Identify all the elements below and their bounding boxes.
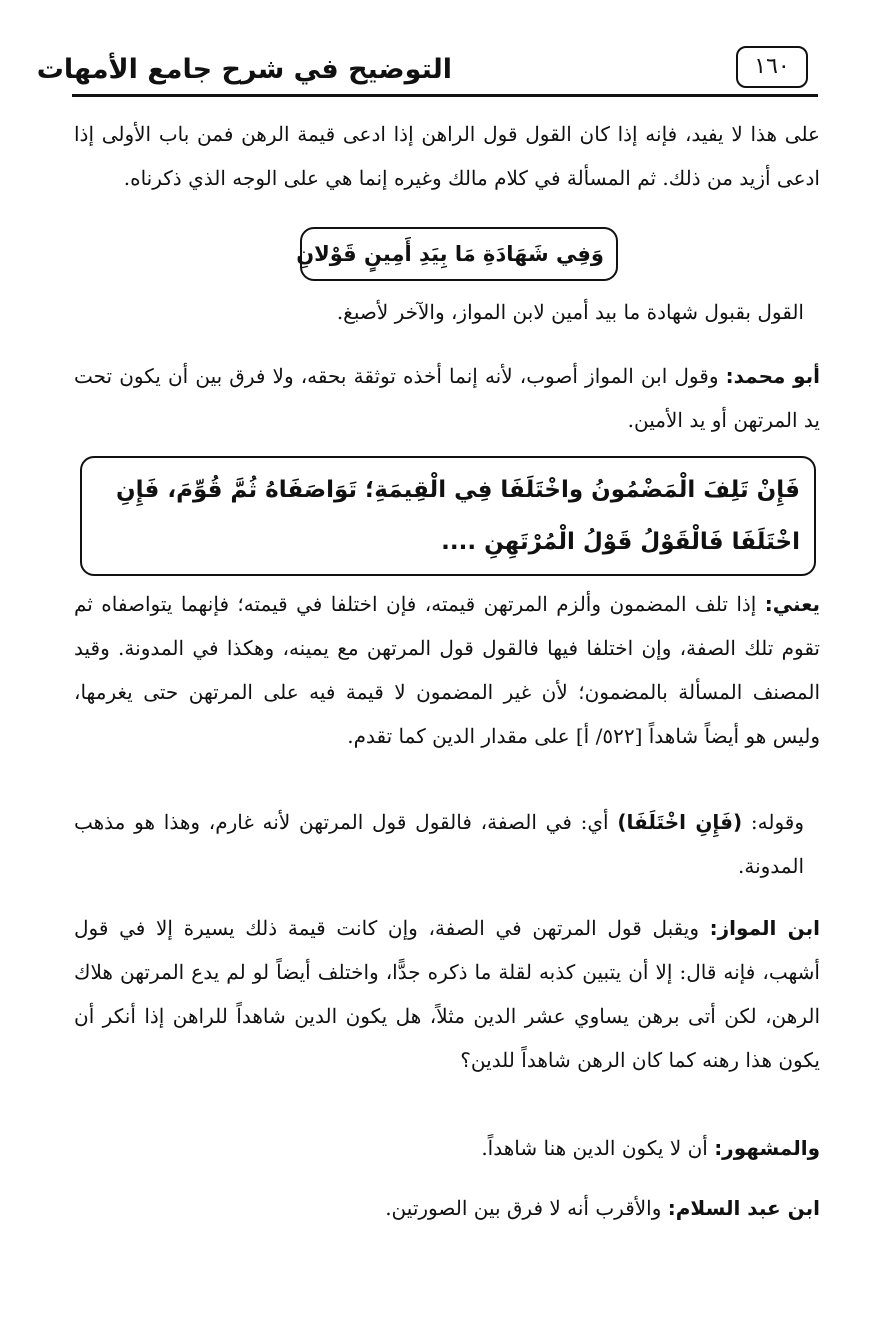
paragraph-7-text: أن لا يكون الدين هنا شاهداً. <box>481 1136 715 1160</box>
paragraph-3 <box>74 354 820 442</box>
paragraph-5 <box>74 800 804 888</box>
speaker-label: أبو محمد: <box>725 364 820 388</box>
speaker-label: والمشهور: <box>714 1136 820 1160</box>
paragraph-1: على هذا لا يفيد، فإنه إذا كان القول قول الراهن إذا ادعى قيمة الرهن فمن باب الأولى إذا ادعى أزيد من ذلك. ثم المسألة في كلام مالك وغيره إنما هي على الوجه الذي ذكرناه. <box>74 122 820 190</box>
paragraph-8 <box>74 1186 820 1230</box>
quoted-text-box-2: فَإِنْ تَلِفَ الْمَضْمُونُ واخْتَلَفَا فِي الْقِيمَةِ؛ تَوَاصَفَاهُ ثُمَّ قُوِّمَ، فَإِنِ اخْتَلَفَا فَالْقَوْلُ قَوْلُ الْمُرْتَهِنِ .... <box>80 456 816 576</box>
paragraph-4 <box>74 582 820 758</box>
paragraph-5-intro: وقوله: <box>742 810 805 834</box>
quoted-text-box-1: وَفِي شَهَادَةِ مَا بِيَدِ أَمِينٍ قَوْلانِ <box>300 227 618 281</box>
paragraph-4-text: إذا تلف المضمون وألزم المرتهن قيمته، فإن اختلفا في قيمته؛ فإنهما يتواصفاه ثم تقوم تلك الصفة، وإن اختلفا فيها فالقول قول المرتهن مع يمينه، وهكذا في المدونة. وقيد المصنف المسألة بالمضمون؛ لأن غير المضمون لا قيمة فيه على المرتهن حتى يغرمها، وليس هو أيضاً شاهداً [٥٢٢/ أ] على مقدار الدين كما تقدم. <box>74 592 820 748</box>
commentary-label: يعني: <box>764 592 820 616</box>
paragraph-8-text: والأقرب أنه لا فرق بين الصورتين. <box>385 1196 668 1220</box>
speaker-label: ابن المواز: <box>709 916 820 940</box>
paragraph-7 <box>74 1126 820 1170</box>
speaker-label: ابن عبد السلام: <box>667 1196 820 1220</box>
page-number: ١٦٠ <box>736 46 808 88</box>
paragraph-5-text: أي: في الصفة، فالقول قول المرتهن لأنه غارم، وهذا هو مذهب المدونة. <box>74 810 804 878</box>
paragraph-6 <box>74 906 820 1082</box>
paragraph-3-text: وقول ابن المواز أصوب، لأنه إنما أخذه توثقة بحقه، ولا فرق بين أن يكون تحت يد المرتهن أو يد الأمين. <box>74 364 820 432</box>
header-rule <box>72 94 818 97</box>
running-header-title: التوضيح في شرح جامع الأمهات <box>36 54 452 85</box>
paragraph-6-text: ويقبل قول المرتهن في الصفة، وإن كانت قيمة ذلك يسيرة إلا في قول أشهب، فإنه قال: إلا أن يتبين كذبه لقلة ما ذكره جدًّا، واختلف أيضاً لو لم يدع المرتهن هلاك الرهن، لكن أتى برهن يساوي عشر الدين مثلاً، هل يكون الدين شاهداً للراهن إذا أنكر أن يكون هذا رهنه كما كان الرهن شاهداً للدين؟ <box>74 916 820 1072</box>
inline-quote: (فَإِنِ اخْتَلَفَا) <box>617 810 743 834</box>
paragraph-2: القول بقبول شهادة ما بيد أمين لابن المواز، والآخر لأصبغ. <box>336 300 804 324</box>
